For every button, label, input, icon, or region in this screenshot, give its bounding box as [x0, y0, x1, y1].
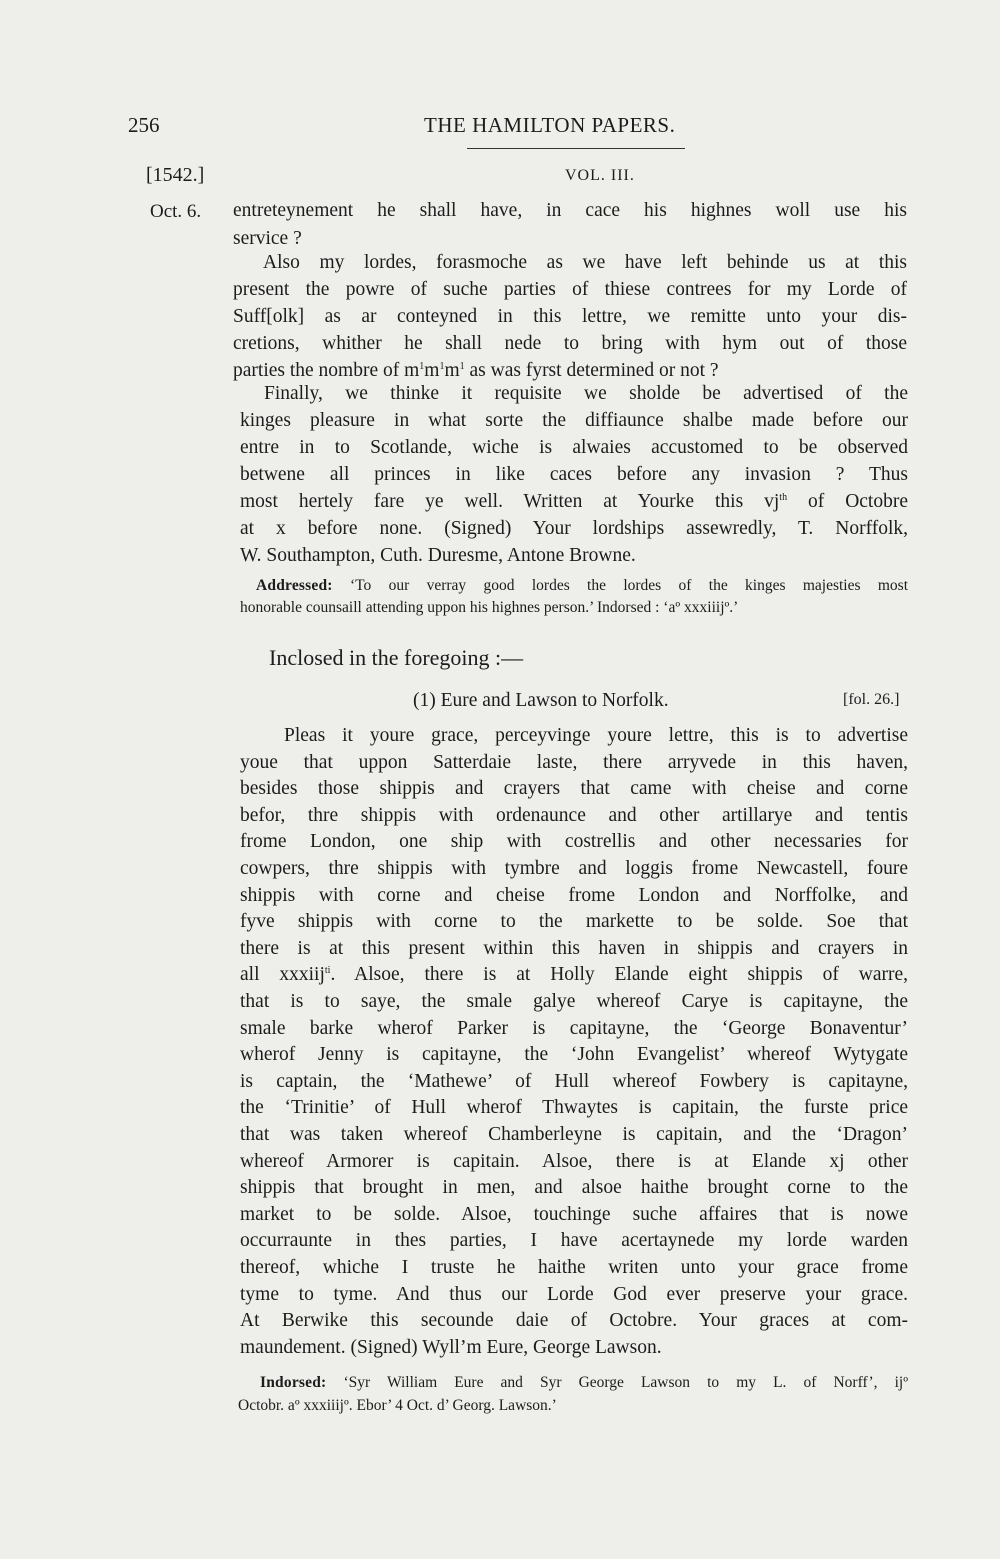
- text-line: fyve shippis with corne to the markette to be solde. Soe that: [240, 911, 908, 933]
- text-line: W. Southampton, Cuth. Duresme, Antone Browne.: [240, 545, 636, 566]
- text-line: that was taken whereof Chamberleyne is capitain, and the ‘Dragon’: [240, 1124, 908, 1145]
- text-line: entre in to Scotlande, wiche is alwaies accustomed to be observed: [240, 437, 908, 458]
- text-line: market to be solde. Alsoe, touchinge suche affaires that is nowe: [240, 1203, 908, 1225]
- text-line: most hertely fare ye well. Written at Yourke this $vj^{th}$ of Octobre: [240, 491, 908, 512]
- text-line: betwene all princes in like caces before any invasion ? Thus: [240, 464, 908, 485]
- endorse-label: Indorsed:: [260, 1374, 327, 1391]
- text-line: occurraunte in thes parties, I have acertaynede my lorde warden: [240, 1230, 908, 1252]
- page-number: 256: [128, 113, 160, 137]
- note-line: Octobr. aº xxxiiijº. Ebor’ 4 Oct. d’ Georg. Lawson.’: [238, 1397, 557, 1414]
- text-line: Pleas it youre grace, perceyvinge youre lettre, this is to advertise: [284, 725, 908, 746]
- text-line: at x before none. (Signed) Your lordships assewredly, T. Norffolk,: [240, 518, 908, 539]
- text-line: entreteynement he shall have, in cace his highnes woll use his: [233, 200, 907, 221]
- text-line: befor, thre shippis with ordenaunce and other artillarye and tentis: [240, 804, 908, 826]
- running-head: [128, 113, 720, 143]
- volume-label: VOL. III.: [565, 167, 635, 184]
- text-line: service ?: [233, 228, 302, 249]
- text-line: besides those shippis and crayers that came with cheise and corne: [240, 778, 908, 800]
- text-line: smale barke wherof Parker is capitayne, the ‘George Bonaventur’: [240, 1017, 908, 1039]
- text-line: that is to saye, the smale galye whereof Carye is capitayne, the: [240, 991, 908, 1012]
- running-title: THE HAMILTON PAPERS.: [424, 113, 676, 137]
- text-line: is captain, the ‘Mathewe’ of Hull whereof Fowbery is capitayne,: [240, 1070, 908, 1092]
- address-text: ‘To our verray good lordes the lordes of the kinges majesties most: [349, 577, 908, 594]
- text-line: cretions, whither he shall nede to bring with hym out of those: [233, 333, 907, 354]
- text-line: the ‘Trinitie’ of Hull wherof Thwaytes is capitain, the furste price: [240, 1097, 908, 1119]
- text-line: cowpers, thre shippis with tymbre and loggis frome Newcastell, foure: [240, 858, 908, 879]
- date-marginal: Oct. 6.: [150, 201, 202, 222]
- note-line: [256, 574, 908, 597]
- text-line: parties the nombre of $m^1m^1m^1$ as was fyrst determined or not ?: [233, 360, 719, 381]
- document-title: (1) Eure and Lawson to Norfolk.: [413, 690, 669, 711]
- endorse-text: ‘Syr William Eure and Syr George Lawson to my L. of Norff’, ijº: [343, 1374, 909, 1391]
- text-line: Finally, we thinke it requisite we sholde be advertised of the: [264, 383, 908, 404]
- text-line: kinges pleasure in what sorte the diffiaunce shalbe made before our: [240, 410, 908, 431]
- text-line: Also my lordes, forasmoche as we have left behinde us at this: [263, 252, 907, 273]
- folio-reference: [fol. 26.]: [843, 691, 900, 708]
- header-rule: [467, 148, 685, 149]
- text-line: maundement. (Signed) Wyll’m Eure, George Lawson.: [240, 1336, 662, 1358]
- text-line: Suff[olk] as ar conteyned in this lettre, we remitte unto your dis-: [233, 306, 907, 327]
- text-line: thereof, whiche I truste he haithe writen unto your grace frome: [240, 1257, 908, 1278]
- note-line: [260, 1371, 908, 1394]
- enclosure-heading: Inclosed in the foregoing :—: [269, 645, 524, 670]
- text-line: youe that uppon Satterdaie laste, there arryvede in this haven,: [240, 751, 908, 773]
- text-line: wherof Jenny is capitayne, the ‘John Evangelist’ whereof Wytygate: [240, 1044, 908, 1066]
- note-line: honorable counsaill attending uppon his highnes person.’ Indorsed : ‘aº xxxiiijº.’: [240, 599, 739, 616]
- address-label: Addressed:: [256, 577, 333, 594]
- text-line: shippis that brought in men, and alsoe haithe brought corne to the: [240, 1177, 908, 1199]
- text-line: tyme to tyme. And thus our Lorde God ever preserve your grace.: [240, 1283, 908, 1305]
- text-line: present the powre of suche parties of thiese contrees for my Lorde of: [233, 279, 907, 300]
- text-line: shippis with corne and cheise frome London and Norffolke, and: [240, 884, 908, 906]
- text-line: there is at this present within this haven in shippis and crayers in: [240, 937, 908, 959]
- year-marginal: [1542.]: [146, 164, 205, 186]
- text-line: At Berwike this secounde daie of Octobre. Your graces at com-: [240, 1310, 908, 1332]
- text-line: frome London, one ship with costrellis and other necessaries for: [240, 831, 908, 853]
- text-line: all xxxiij$^{ti}$. Alsoe, there is at Holly Elande eight shippis of warre,: [240, 964, 909, 986]
- text-line: whereof Armorer is capitain. Alsoe, there is at Elande xj other: [240, 1150, 908, 1172]
